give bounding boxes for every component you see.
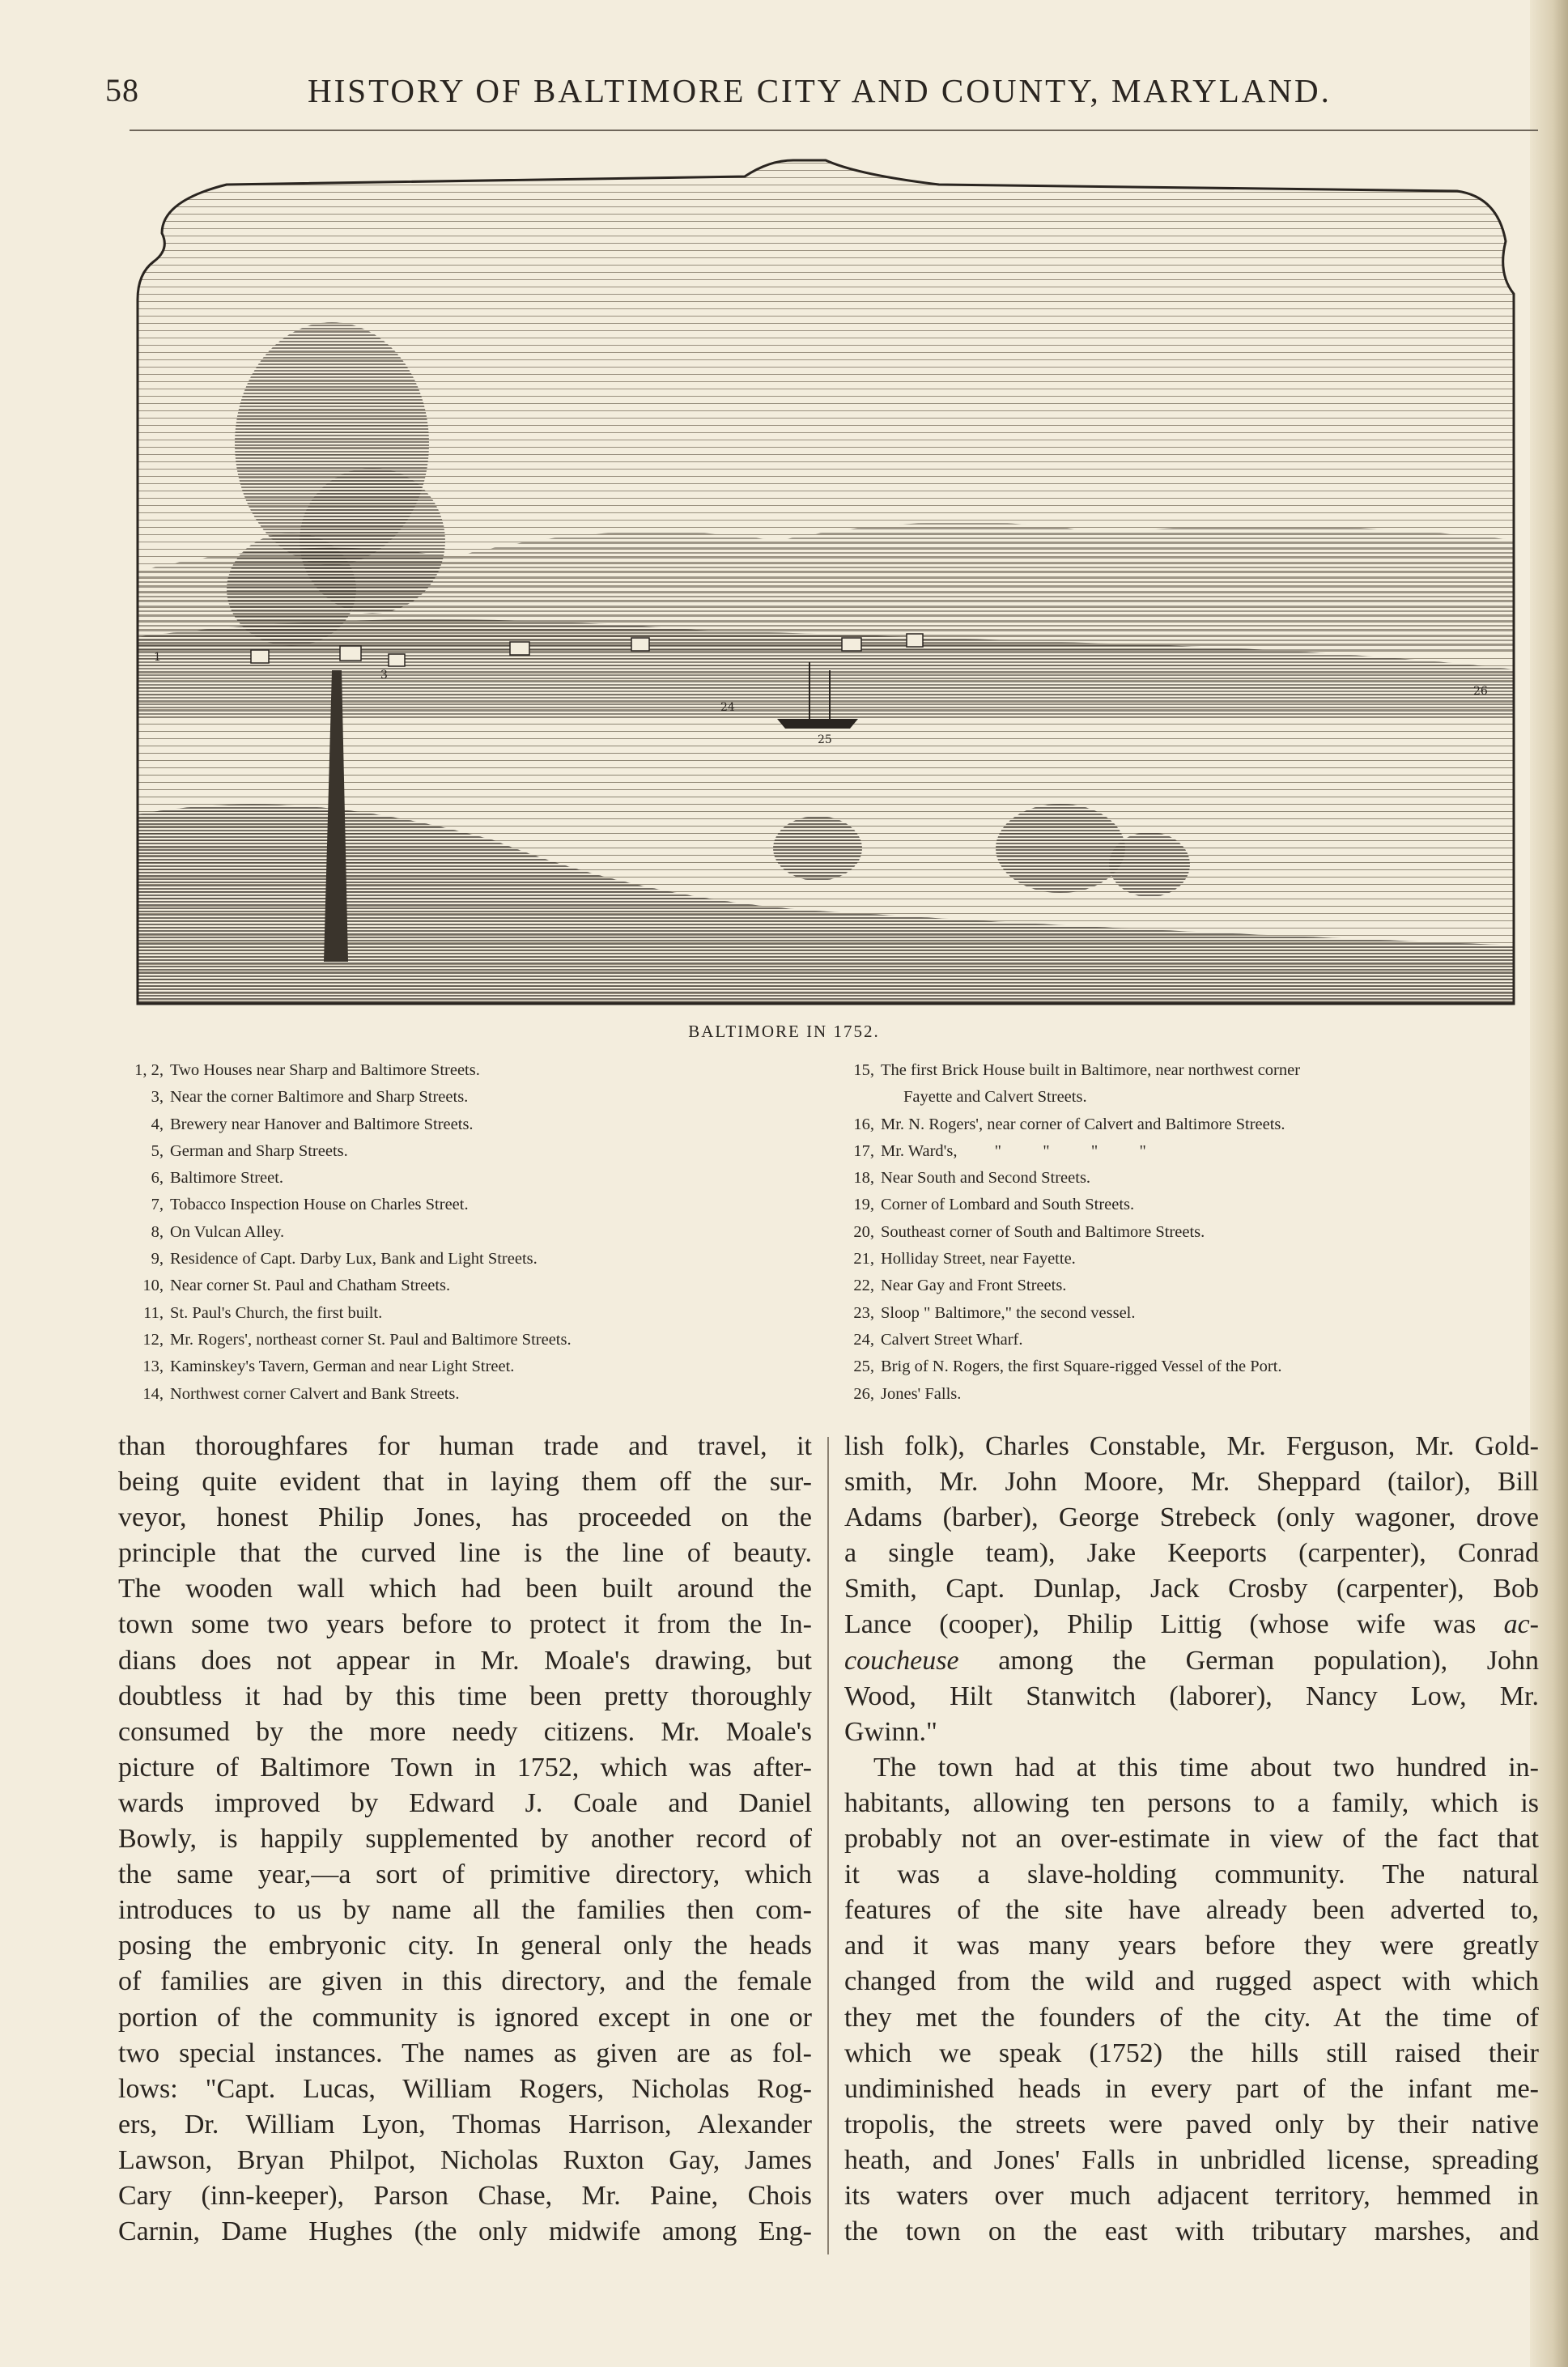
body-line: the town on the east with tributary marshes, and xyxy=(844,2216,1539,2247)
legend-item xyxy=(121,1353,769,1380)
body-line: town some two years before to protect it from the In- xyxy=(118,1609,812,1640)
legend-item xyxy=(121,1300,769,1327)
body-line: lows: "Capt. Lucas, William Rogers, Nicholas Rog- xyxy=(118,2073,812,2104)
legend-number: 1, 2, xyxy=(134,1061,164,1079)
map-label-24: 24 xyxy=(720,701,735,714)
body-line: doubtless it had by this time been pretty thoroughly xyxy=(118,1681,812,1711)
legend-number: 13, xyxy=(142,1358,164,1376)
running-head xyxy=(105,71,1400,120)
body-line: Carnin, Dame Hughes (the only midwife among Eng- xyxy=(118,2216,812,2247)
legend-item xyxy=(121,1327,769,1353)
legend-text: Mr. Ward's, " " " " xyxy=(881,1141,1146,1160)
body-line: heath, and Jones' Falls in unbridled license, spreading xyxy=(844,2144,1539,2175)
body-line: principle that the curved line is the line of beauty. xyxy=(118,1538,812,1569)
legend-item xyxy=(839,1057,1527,1084)
legend-text: Brig of N. Rogers, the first Square-rigged Vessel of the Port. xyxy=(881,1358,1282,1376)
body-line: than thoroughfares for human trade and travel, it xyxy=(118,1431,812,1461)
legend-item xyxy=(839,1381,1527,1408)
body-line: they met the founders of the city. At the time of xyxy=(844,2002,1539,2033)
legend-item xyxy=(839,1353,1527,1380)
legend-text: Sloop " Baltimore," the second vessel. xyxy=(881,1303,1136,1322)
legend-text: Residence of Capt. Darby Lux, Bank and Light Streets. xyxy=(170,1250,538,1268)
legend-left xyxy=(121,1057,769,1408)
legend-text: Near corner St. Paul and Chatham Streets. xyxy=(170,1277,451,1295)
legend-number: 23, xyxy=(853,1303,874,1322)
legend-text: Near South and Second Streets. xyxy=(881,1169,1091,1188)
body-column-right xyxy=(844,1429,1539,2250)
body-line: consumed by the more needy citizens. Mr. Moale's xyxy=(118,1716,812,1747)
legend-number: 10, xyxy=(142,1277,164,1295)
body-line: Bowly, is happily supplemented by another record of xyxy=(118,1824,812,1855)
body-line: it was a slave-holding community. The natural xyxy=(844,1859,1539,1890)
legend-item xyxy=(121,1246,769,1273)
body-line: Wood, Hilt Stanwitch (laborer), Nancy Low, Mr. xyxy=(844,1681,1539,1711)
map-label-1: 1 xyxy=(154,651,161,664)
body-line-text: Lance (cooper), Philip Littig (whose wife was xyxy=(844,1609,1504,1640)
body-line: Smith, Capt. Dunlap, Jack Crosby (carpenter), Bob xyxy=(844,1574,1539,1604)
body-line: dians does not appear in Mr. Moale's drawing, but xyxy=(118,1645,812,1676)
body-line: habitants, allowing ten persons to a family, which is xyxy=(844,1787,1539,1818)
page-number: 58 xyxy=(105,72,139,108)
legend-item xyxy=(121,1165,769,1192)
legend-number: 15, xyxy=(853,1061,874,1079)
body-line: features of the site have already been adverted to, xyxy=(844,1895,1539,1926)
body-line: portion of the community is ignored except in one or xyxy=(118,2002,812,2033)
body-line: being quite evident that in laying them off the sur- xyxy=(118,1467,812,1498)
legend-text: Northwest corner Calvert and Bank Streets. xyxy=(170,1384,460,1403)
legend-text: Near the corner Baltimore and Sharp Streets. xyxy=(170,1088,469,1107)
legend-number: 3, xyxy=(151,1088,164,1107)
legend-text: Jones' Falls. xyxy=(881,1384,962,1403)
legend-item xyxy=(839,1165,1527,1192)
running-title: HISTORY OF BALTIMORE CITY AND COUNTY, MARYLAND. xyxy=(308,72,1332,109)
legend-text: Brewery near Hanover and Baltimore Streets. xyxy=(170,1115,474,1133)
body-line xyxy=(844,1643,1539,1679)
header-rule xyxy=(130,130,1538,131)
engraving-baltimore-1752 xyxy=(130,152,1522,1010)
legend-item xyxy=(839,1273,1527,1299)
body-line: Adams (barber), George Strebeck (only wagoner, drove xyxy=(844,1502,1539,1533)
legend-number: 25, xyxy=(853,1358,874,1376)
legend-item xyxy=(121,1219,769,1246)
legend-text: Southeast corner of South and Baltimore Streets. xyxy=(881,1222,1205,1241)
legend-number: 5, xyxy=(151,1141,164,1160)
legend-text: The first Brick House built in Baltimore, near northwest corner xyxy=(881,1061,1301,1079)
body-line: Lawson, Bryan Philpot, Nicholas Ruxton Gay, James xyxy=(118,2144,812,2175)
legend-text: Calvert Street Wharf. xyxy=(881,1330,1023,1349)
body-line: two special instances. The names as given are as fol- xyxy=(118,2038,812,2068)
body-line: smith, Mr. John Moore, Mr. Sheppard (tailor), Bill xyxy=(844,1467,1539,1498)
legend-number: 4, xyxy=(151,1115,164,1133)
legend-item xyxy=(839,1300,1527,1327)
body-line: tropolis, the streets were paved only by their native xyxy=(844,2109,1539,2140)
figure-caption: BALTIMORE IN 1752. xyxy=(688,1022,880,1041)
map-label-25: 25 xyxy=(818,733,832,746)
legend-number: 20, xyxy=(853,1222,874,1241)
body-line xyxy=(844,1607,1539,1642)
legend-item xyxy=(121,1111,769,1138)
body-line: posing the embryonic city. In general only the heads xyxy=(118,1931,812,1961)
legend-text: Baltimore Street. xyxy=(170,1169,284,1188)
legend-number: 19, xyxy=(853,1196,874,1214)
legend-number: 22, xyxy=(853,1277,874,1295)
legend-number: 12, xyxy=(142,1330,164,1349)
legend-text: Two Houses near Sharp and Baltimore Streets. xyxy=(170,1061,480,1079)
legend-text: Corner of Lombard and South Streets. xyxy=(881,1196,1135,1214)
map-label-26: 26 xyxy=(1473,685,1488,698)
legend-text-continuation: Fayette and Calvert Streets. xyxy=(903,1088,1087,1107)
italic-word: coucheuse xyxy=(844,1645,959,1676)
legend-item xyxy=(121,1084,769,1111)
body-line: changed from the wild and rugged aspect with which xyxy=(844,1966,1539,1997)
legend-item xyxy=(121,1273,769,1299)
italic-word: ac- xyxy=(1503,1609,1539,1640)
legend-item xyxy=(839,1138,1527,1165)
body-line: of families are given in this directory, and the female xyxy=(118,1966,812,1997)
body-line-text: among the German population), John xyxy=(958,1645,1539,1676)
legend-number: 24, xyxy=(853,1330,874,1349)
legend-number: 26, xyxy=(853,1384,874,1403)
body-line: introduces to us by name all the families then com- xyxy=(118,1895,812,1926)
body-line: The wooden wall which had been built around the xyxy=(118,1574,812,1604)
body-line: and it was many years before they were greatly xyxy=(844,1931,1539,1961)
map-label-3: 3 xyxy=(380,669,388,682)
body-line: which we speak (1752) the hills still raised their xyxy=(844,2038,1539,2068)
body-line: veyor, honest Philip Jones, has proceeded on the xyxy=(118,1502,812,1533)
legend-number: 11, xyxy=(143,1303,164,1322)
legend-text: Tobacco Inspection House on Charles Street. xyxy=(170,1196,469,1214)
legend-text: Near Gay and Front Streets. xyxy=(881,1277,1067,1295)
legend-item xyxy=(121,1057,769,1084)
body-line: undiminished heads in every part of the infant me- xyxy=(844,2073,1539,2104)
legend-text: Kaminskey's Tavern, German and near Light Street. xyxy=(170,1358,515,1376)
legend-item xyxy=(839,1327,1527,1353)
legend-number: 17, xyxy=(853,1141,874,1160)
legend-text: On Vulcan Alley. xyxy=(170,1222,285,1241)
legend-number: 14, xyxy=(142,1384,164,1403)
body-line: probably not an over-estimate in view of the fact that xyxy=(844,1824,1539,1855)
legend-number: 6, xyxy=(151,1169,164,1188)
legend-item xyxy=(839,1111,1527,1138)
body-line: The town had at this time about two hundred in- xyxy=(873,1752,1539,1783)
engraving-illustration xyxy=(130,152,1522,1010)
body-line: ers, Dr. William Lyon, Thomas Harrison, Alexander xyxy=(118,2109,812,2140)
body-column-left xyxy=(118,1429,812,2250)
legend-text: St. Paul's Church, the first built. xyxy=(170,1303,383,1322)
legend-item xyxy=(121,1138,769,1165)
body-line: lish folk), Charles Constable, Mr. Ferguson, Mr. Gold- xyxy=(844,1431,1539,1461)
legend-number: 18, xyxy=(853,1169,874,1188)
body-line: a single team), Jake Keeports (carpenter), Conrad xyxy=(844,1538,1539,1569)
legend-number: 9, xyxy=(151,1250,164,1268)
legend-number: 7, xyxy=(151,1196,164,1214)
legend-item xyxy=(839,1192,1527,1218)
legend-right xyxy=(839,1057,1527,1408)
body-line: the same year,—a sort of primitive directory, which xyxy=(118,1859,812,1890)
body-line: Cary (inn-keeper), Parson Chase, Mr. Paine, Chois xyxy=(118,2180,812,2211)
legend-number: 21, xyxy=(853,1250,874,1268)
body-line: picture of Baltimore Town in 1752, which was after- xyxy=(118,1752,812,1783)
legend-item xyxy=(839,1219,1527,1246)
legend-text: German and Sharp Streets. xyxy=(170,1141,348,1160)
legend-text: Holliday Street, near Fayette. xyxy=(881,1250,1076,1268)
column-rule xyxy=(827,1437,829,2254)
legend-text: Mr. N. Rogers', near corner of Calvert and Baltimore Streets. xyxy=(881,1115,1285,1133)
body-line: Gwinn." xyxy=(844,1716,937,1747)
legend-item xyxy=(121,1381,769,1408)
legend-text: Mr. Rogers', northeast corner St. Paul and Baltimore Streets. xyxy=(170,1330,572,1349)
legend-number: 8, xyxy=(151,1222,164,1241)
body-line: wards improved by Edward J. Coale and Daniel xyxy=(118,1787,812,1818)
body-line: its waters over much adjacent territory, hemmed in xyxy=(844,2180,1539,2211)
legend-item xyxy=(839,1246,1527,1273)
legend-number: 16, xyxy=(853,1115,874,1133)
legend-item xyxy=(121,1192,769,1218)
